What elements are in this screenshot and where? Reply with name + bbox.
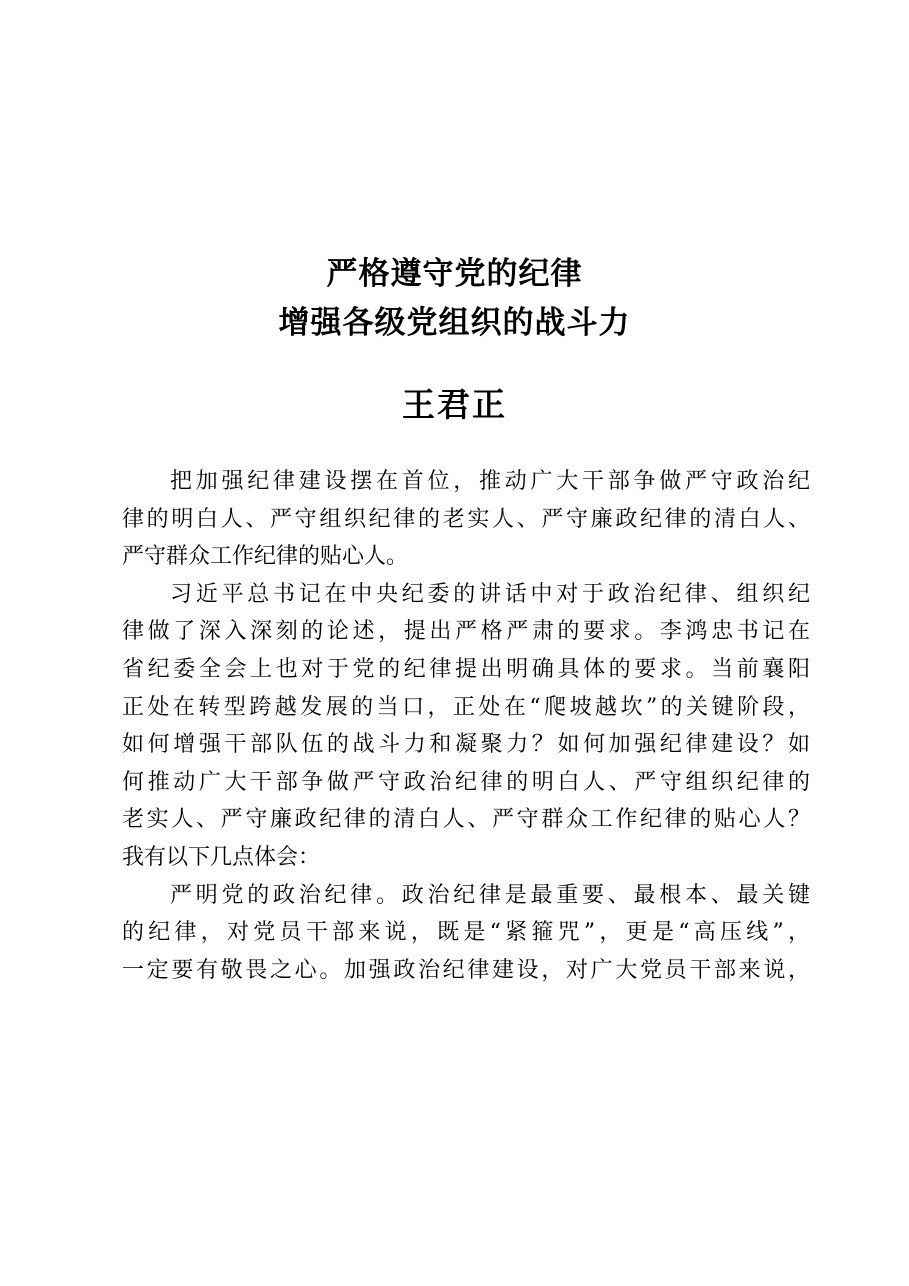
text-line: 正处在转型跨越发展的当口，正处在“爬坡越坎”的关键阶段， — [122, 694, 810, 720]
document-body — [122, 463, 810, 989]
document-title-line-1: 严格遵守党的纪律 — [326, 256, 583, 292]
text-line: 一定要有敬畏之心。加强政治纪律建设，对广大党员干部来说， — [122, 957, 810, 983]
author-name: 王君正 — [402, 385, 507, 424]
text-line: 的纪律，对党员干部来说，既是“紧箍咒”，更是“高压线”， — [122, 920, 810, 946]
paragraph-1 — [122, 463, 810, 576]
text-line: 何推动广大干部争做严守政治纪律的明白人、严守组织纪律的 — [122, 769, 810, 795]
document-title-line-2: 增强各级党组织的战斗力 — [278, 305, 631, 341]
text-line: 省纪委全会上也对于党的纪律提出明确具体的要求。当前襄阳 — [122, 656, 810, 682]
text-line: 严明党的政治纪律。政治纪律是最重要、最根本、最关键 — [170, 882, 810, 908]
text-line: 我有以下几点体会： — [122, 844, 321, 870]
text-line: 老实人、严守廉政纪律的清白人、严守群众工作纪律的贴心人？ — [122, 807, 810, 833]
text-line: 律做了深入深刻的论述，提出严格严肃的要求。李鸿忠书记在 — [122, 619, 810, 645]
text-line: 把加强纪律建设摆在首位，推动广大干部争做严守政治纪 — [170, 469, 810, 494]
text-line: 如何增强干部队伍的战斗力和凝聚力？如何加强纪律建设？如 — [122, 732, 810, 758]
text-line: 严守群众工作纪律的贴心人。 — [122, 544, 409, 570]
text-line: 习近平总书记在中央纪委的讲话中对于政治纪律、组织纪 — [170, 581, 810, 607]
text-line: 律的明白人、严守组织纪律的老实人、严守廉政纪律的清白人、 — [122, 506, 810, 532]
paragraph-3 — [122, 877, 810, 990]
paragraph-2 — [122, 576, 810, 877]
